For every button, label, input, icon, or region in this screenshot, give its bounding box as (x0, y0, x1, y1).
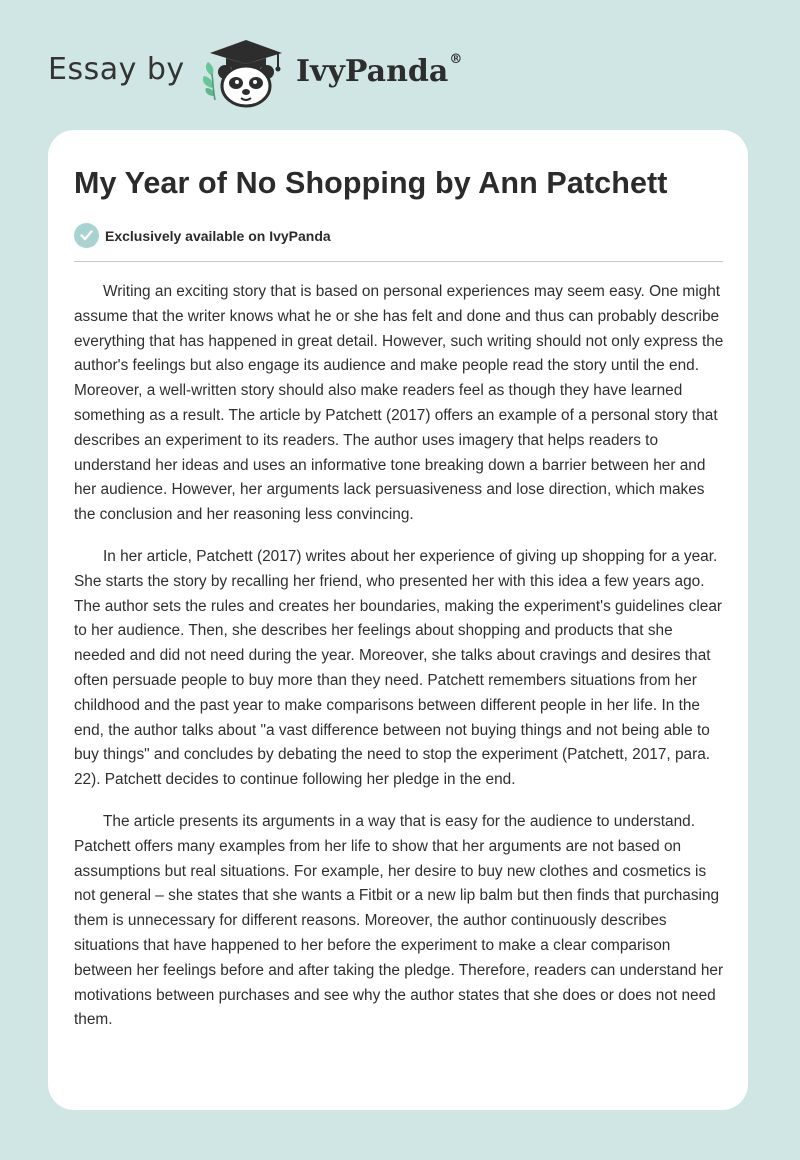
essay-body (74, 280, 726, 1050)
leaf-icon (203, 62, 215, 100)
divider (74, 261, 723, 262)
site-header (0, 0, 800, 125)
exclusive-badge (74, 223, 331, 248)
page-title: My Year of No Shopping by Ann Patchett (74, 166, 668, 200)
check-icon (74, 223, 99, 248)
registered-mark: ® (449, 52, 463, 67)
paragraph-1: Writing an exciting story that is based on personal experiences may seem easy. One might assume that the writer knows what he or she has felt and done and thus can probably describe everything that has happened in great detail. However, such writing should not only express the author's feelings but also engage its audience and make people read the story until the end. Moreover, a well-written story should also make readers feel as though they have learned something as a result. The article by Patchett (2017) offers an example of a personal story that describes an experiment to its readers. The author uses imagery that helps readers to understand her ideas and uses an informative tone breaking down a barrier between her and her audience. However, her arguments lack persuasiveness and lose direction, which makes the conclusion and her reasoning less convincing. (74, 283, 724, 524)
panda-logo-icon[interactable] (198, 36, 294, 108)
paragraph-2: In her article, Patchett (2017) writes about her experience of giving up shopping for a year. She starts the story by recalling her friend, who presented her with this idea a few years ago. The author sets the rules and creates her boundaries, making the experiment's guidelines clear to her audience. Then, she describes her feelings about shopping and products that she needed and did not need during the year. Moreover, she talks about cravings and desires that often persuade people to buy more than they need. Patchett remembers situations from her childhood and the past year to make comparisons between different people in her life. In the end, the author talks about "a vast difference between not buying things and not being able to buy things" and concludes by debating the need to stop the experiment (Patchett, 2017, para. 22). Patchett decides to continue following her pledge in the end. (74, 547, 722, 789)
brand-name[interactable]: IvyPanda® (296, 52, 463, 89)
panda-face-icon (218, 65, 274, 106)
essay-by-label: Essay by (48, 52, 185, 87)
paragraph-3: The article presents its arguments in a way that is easy for the audience to understand. Patchett offers many examples from her life to show that her arguments are not based on assumptions but real situations. For example, her desire to buy new clothes and cosmetics is not general – she states that she wants a Fitbit or a new lip balm but then finds that purchasing them is unnecessary for different reasons. Moreover, the author continuously describes situations that have happened to her before the experiment to make a clear comparison between her feelings before and after taking the pledge. Therefore, readers can understand her motivations between purchases and see why the author states that she does or does not need them. (74, 812, 724, 1029)
essay-card (48, 130, 748, 1110)
exclusive-label: Exclusively available on IvyPanda (105, 227, 331, 244)
